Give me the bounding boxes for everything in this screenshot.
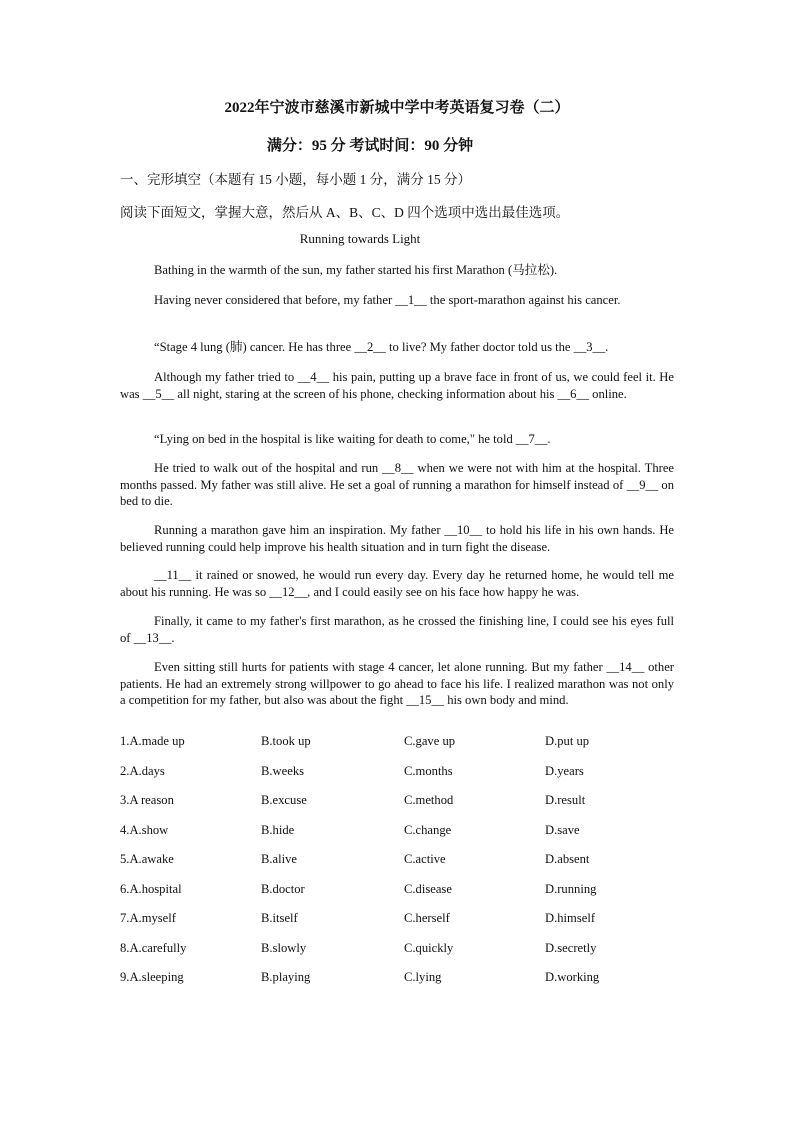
- option-a: 6.A.hospital: [120, 881, 182, 896]
- passage-paragraph: “Lying on bed in the hospital is like waiting for death to come," he told __7__.: [154, 432, 551, 446]
- option-b: B.alive: [261, 852, 298, 866]
- option-c: C.gave up: [404, 734, 456, 748]
- option-a: 9.A.sleeping: [120, 970, 184, 984]
- option-b: B.took up: [261, 734, 311, 748]
- section-heading: 一、完形填空（本题有 15 小题，每小题 1 分，满分 15 分）: [120, 172, 471, 187]
- option-row: [120, 911, 680, 941]
- option-c: C.months: [404, 763, 453, 778]
- option-a: 3.A reason: [120, 793, 174, 807]
- option-b: B.hide: [261, 822, 295, 837]
- passage-paragraph: Finally, it came to my father's first marathon, as he crossed the finishing line, I could see his eyes full of __13__.: [120, 614, 674, 645]
- option-a: 7.A.myself: [120, 911, 176, 925]
- passage-paragraph: Although my father tried to __4__ his pain, putting up a brave face in front of us, we could feel it. He was __5__ all night, staring at the screen of his phone, checking information about his __6__ online.: [120, 370, 674, 401]
- option-c: C.herself: [404, 911, 450, 925]
- option-c: C.disease: [404, 881, 452, 896]
- option-row: [120, 852, 680, 882]
- passage-paragraph: Having never considered that before, my father __1__ the sport-marathon against his cancer.: [154, 293, 621, 307]
- score-time-line: 满分：95 分 考试时间：90 分钟: [266, 138, 474, 154]
- passage-title: Running towards Light: [299, 231, 421, 246]
- option-b: B.playing: [261, 970, 311, 984]
- passage-paragraph: Bathing in the warmth of the sun, my father started his first Marathon (马拉松).: [154, 263, 558, 277]
- option-b: B.itself: [261, 911, 298, 925]
- option-b: B.slowly: [261, 940, 307, 955]
- option-b: B.excuse: [261, 793, 307, 807]
- option-row: [120, 734, 680, 764]
- option-row: [120, 882, 680, 912]
- option-a: 4.A.show: [120, 822, 169, 837]
- option-a: 8.A.carefully: [120, 940, 187, 955]
- option-c: C.method: [404, 793, 454, 807]
- option-row: [120, 764, 680, 794]
- page-title: 2022年宁波市慈溪市新城中学中考英语复习卷（二）: [224, 100, 570, 116]
- option-b: B.weeks: [261, 763, 305, 778]
- option-row: [120, 941, 680, 971]
- option-d: D.absent: [545, 852, 590, 866]
- option-row: [120, 793, 680, 823]
- option-d: D.running: [545, 881, 597, 896]
- option-c: C.active: [404, 852, 446, 866]
- passage-paragraph: Running a marathon gave him an inspiration. My father __10__ to hold his life in his own hands. He believed running could help improve his health situation and in turn fight the disease.: [120, 523, 674, 554]
- option-row: [120, 970, 680, 1000]
- passage-paragraph: __11__ it rained or snowed, he would run every day. Every day he returned home, he would tell me about his running. He was so __12__, and I could easily see on his face how happy he was.: [120, 568, 674, 599]
- answer-options: [120, 734, 680, 1000]
- section-instruction: 阅读下面短文，掌握大意，然后从 A、B、C、D 四个选项中选出最佳选项。: [120, 205, 570, 220]
- option-a: 5.A.awake: [120, 852, 174, 866]
- option-c: C.lying: [404, 970, 442, 984]
- option-c: C.change: [404, 822, 452, 837]
- passage-paragraph: Even sitting still hurts for patients with stage 4 cancer, let alone running. But my father __14__ other patients. He had an extremely strong willpower to go ahead to face his life. I realized marathon was not only a competition for my father, but also was about the fight __15__ his own body and mind.: [120, 660, 674, 707]
- option-d: D.working: [545, 970, 600, 984]
- option-b: B.doctor: [261, 881, 305, 896]
- option-a: 2.A.days: [120, 763, 165, 778]
- option-c: C.quickly: [404, 940, 454, 955]
- passage-paragraph: He tried to walk out of the hospital and run __8__ when we were not with him at the hospital. Three months passed. My father was still alive. He set a goal of running a marathon for himself instead of __9__ on bed to die.: [120, 461, 674, 508]
- option-d: D.secretly: [545, 940, 597, 955]
- passage-paragraph: “Stage 4 lung (肺) cancer. He has three __2__ to live? My father doctor told us the __3__.: [154, 340, 609, 354]
- option-d: D.save: [545, 822, 580, 837]
- option-d: D.put up: [545, 734, 590, 748]
- option-d: D.result: [545, 793, 586, 807]
- option-d: D.years: [545, 763, 584, 778]
- option-d: D.himself: [545, 911, 596, 925]
- option-row: [120, 823, 680, 853]
- option-a: 1.A.made up: [120, 734, 185, 748]
